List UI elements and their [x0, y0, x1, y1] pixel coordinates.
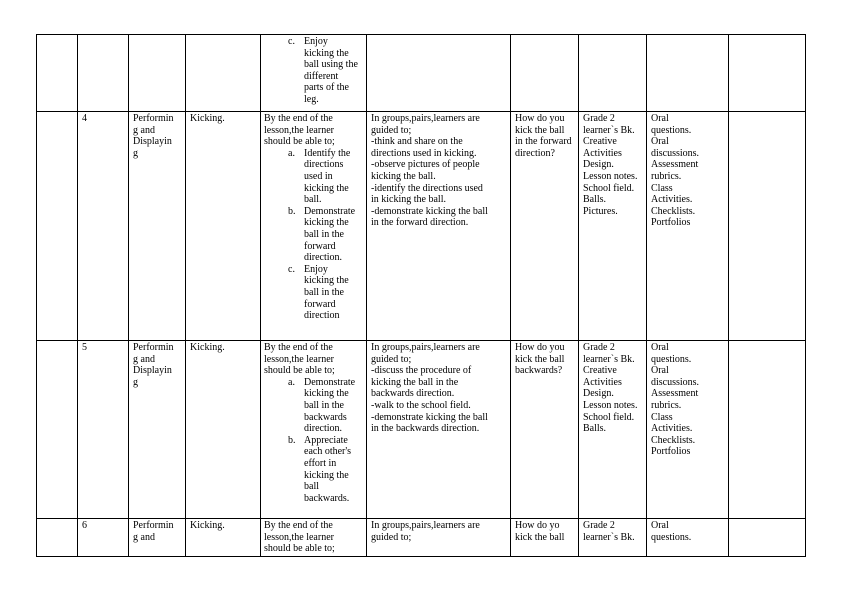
cell-assessment: [647, 519, 729, 557]
cell-remarks: [729, 35, 806, 112]
cell-week: [37, 35, 78, 112]
cell-resources: [579, 519, 647, 557]
objective-item-text: Appreciate each other's effort in kicking the ball backwards.: [304, 434, 352, 504]
cell-week: [37, 112, 78, 341]
objective-item-label: c.: [288, 263, 295, 275]
experience-line: In groups,pairs,learners are guided to;: [371, 113, 480, 136]
experience-line: -demonstrate kicking the ball in the backwards direction.: [371, 411, 488, 435]
experience-line: -discuss the procedure of kicking the ball in the backwards direction.: [371, 365, 472, 400]
objective-item: [288, 435, 362, 505]
objectives-list: [264, 36, 362, 106]
cell-assessment: [647, 35, 729, 112]
resource-item: Creative Activities Design.: [583, 365, 622, 400]
assessment-item: Assessment rubrics.: [651, 388, 699, 411]
experience-line: In groups,pairs,learners are guided to;: [371, 520, 480, 543]
cell-inquiry: [511, 112, 579, 341]
cell-remarks: [729, 519, 806, 557]
cell-substrand: [186, 519, 261, 557]
cell-substrand: [186, 341, 261, 519]
cell-objectives: [261, 341, 367, 519]
resource-item: School field.: [583, 411, 635, 423]
lesson-number: 5: [82, 342, 87, 353]
objective-item-text: Demonstrate kicking the ball in the forward direction.: [304, 205, 356, 264]
cell-strand: [129, 112, 186, 341]
table-row: [37, 112, 806, 341]
experience-line: In groups,pairs,learners are guided to;: [371, 342, 480, 365]
resource-item: School field.: [583, 182, 635, 194]
experience-line: -observe pictures of people kicking the ball.: [371, 159, 480, 182]
substrand-text: Kicking.: [190, 342, 225, 353]
objective-item: [288, 377, 362, 435]
objective-item: [288, 36, 362, 106]
objectives-list: [264, 148, 362, 322]
cell-objectives: [261, 35, 367, 112]
cell-lesson-number: [78, 519, 129, 557]
objective-item: [288, 148, 362, 206]
objective-item: [288, 206, 362, 264]
cell-remarks: [729, 112, 806, 341]
resource-item: Grade 2 learner`s Bk.: [583, 113, 635, 136]
experience-line: -demonstrate kicking the ball in the forward direction.: [371, 205, 488, 229]
table-row: [37, 341, 806, 519]
table-row: [37, 35, 806, 112]
assessment-item: Oral questions.: [651, 113, 692, 136]
cell-remarks: [729, 341, 806, 519]
cell-inquiry: [511, 35, 579, 112]
cell-inquiry: [511, 341, 579, 519]
experience-line: -identify the directions used in kicking the ball.: [371, 182, 483, 206]
assessment-item: Portfolios: [651, 217, 691, 229]
strand-text: Performing and Displaying: [133, 342, 174, 388]
resource-item: Grade 2 learner`s Bk.: [583, 520, 635, 543]
cell-resources: [579, 35, 647, 112]
resource-item: Balls.: [583, 194, 607, 206]
cell-strand: [129, 519, 186, 557]
assessment-item: Assessment rubrics.: [651, 159, 699, 182]
objectives-intro: By the end of the lesson,the learner should be able to;: [264, 520, 335, 555]
inquiry-text: How do yo kick the ball: [515, 520, 565, 543]
cell-lesson-number: [78, 341, 129, 519]
objectives-list: [264, 377, 362, 505]
objective-item-text: Identify the directions used in kicking the ball.: [304, 147, 351, 206]
cell-strand: [129, 341, 186, 519]
cell-inquiry: [511, 519, 579, 557]
cell-experiences: [367, 35, 511, 112]
inquiry-text: How do you kick the ball backwards?: [515, 342, 565, 377]
substrand-text: Kicking.: [190, 113, 225, 124]
lesson-number: 6: [82, 520, 87, 531]
lesson-number: 4: [82, 113, 87, 124]
cell-resources: [579, 341, 647, 519]
resource-item: Balls.: [583, 423, 607, 435]
cell-assessment: [647, 112, 729, 341]
assessment-item: Oral questions.: [651, 520, 692, 543]
objective-item-label: b.: [288, 434, 296, 446]
cell-objectives: [261, 519, 367, 557]
objective-item-text: Enjoy kicking the ball using the different parts of the leg.: [304, 36, 358, 105]
cell-assessment: [647, 341, 729, 519]
strand-text: Performing and: [133, 520, 174, 543]
experience-line: -think and share on the directions used in kicking.: [371, 136, 477, 159]
substrand-text: Kicking.: [190, 520, 225, 531]
assessment-item: Class Activities.: [651, 411, 693, 435]
objective-item: [288, 264, 362, 322]
cell-experiences: [367, 112, 511, 341]
assessment-item: Oral discussions.: [651, 136, 700, 159]
inquiry-text: How do you kick the ball in the forward direction?: [515, 113, 572, 159]
resource-item: Lesson notes.: [583, 170, 638, 182]
experience-line: -walk to the school field.: [371, 399, 471, 411]
cell-experiences: [367, 341, 511, 519]
resource-item: Creative Activities Design.: [583, 136, 622, 171]
assessment-item: Oral discussions.: [651, 365, 700, 388]
cell-resources: [579, 112, 647, 341]
strand-text: Performing and Displaying: [133, 113, 174, 159]
objectives-intro: By the end of the lesson,the learner should be able to;: [264, 113, 335, 148]
cell-week: [37, 341, 78, 519]
assessment-item: Oral questions.: [651, 342, 692, 365]
resource-item: Grade 2 learner`s Bk.: [583, 342, 635, 365]
cell-substrand: [186, 35, 261, 112]
objective-item-label: a.: [288, 147, 295, 159]
assessment-item: Class Activities.: [651, 182, 693, 206]
objective-item-label: b.: [288, 205, 296, 217]
resource-item: Pictures.: [583, 205, 618, 217]
assessment-item: Portfolios: [651, 446, 691, 458]
scheme-of-work-table: [36, 34, 806, 557]
cell-week: [37, 519, 78, 557]
assessment-item: Checklists.: [651, 205, 696, 217]
assessment-item: Checklists.: [651, 434, 696, 446]
cell-strand: [129, 35, 186, 112]
objective-item-label: c.: [288, 36, 295, 47]
objectives-intro: By the end of the lesson,the learner should be able to;: [264, 342, 335, 377]
objective-item-text: Demonstrate kicking the ball in the backwards direction.: [304, 376, 356, 435]
cell-substrand: [186, 112, 261, 341]
cell-lesson-number: [78, 35, 129, 112]
table-row: [37, 519, 806, 557]
objective-item-text: Enjoy kicking the ball in the forward direction: [304, 263, 349, 322]
cell-objectives: [261, 112, 367, 341]
objective-item-label: a.: [288, 376, 295, 388]
cell-experiences: [367, 519, 511, 557]
resource-item: Lesson notes.: [583, 399, 638, 411]
cell-lesson-number: [78, 112, 129, 341]
